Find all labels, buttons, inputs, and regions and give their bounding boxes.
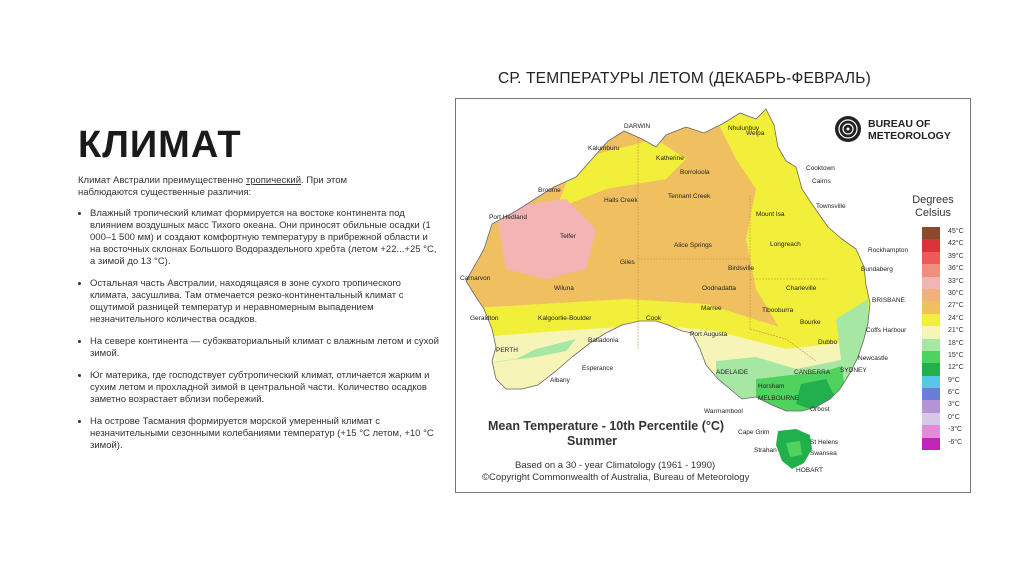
city-label: Birdsville bbox=[728, 265, 755, 272]
legend-swatch bbox=[922, 413, 940, 425]
legend-label: 24°C bbox=[948, 314, 964, 322]
city-label: Bourke bbox=[800, 319, 821, 326]
climate-points-list bbox=[74, 208, 440, 462]
legend-label: 33°C bbox=[948, 277, 964, 285]
city-label: Bundaberg bbox=[861, 266, 893, 273]
city-label: Cairns bbox=[812, 178, 831, 185]
city-label: Cook bbox=[646, 315, 662, 322]
city-label: DARWIN bbox=[624, 123, 651, 130]
city-label: Oodnadatta bbox=[702, 285, 736, 292]
city-label: Halls Creek bbox=[604, 197, 638, 204]
legend-swatch bbox=[922, 425, 940, 437]
city-label: Balladonia bbox=[588, 337, 619, 344]
city-label: Telfer bbox=[560, 233, 576, 240]
city-label: Coffs Harbour bbox=[866, 327, 907, 334]
city-label: St Helens bbox=[810, 439, 839, 446]
legend-label: 18°C bbox=[948, 339, 964, 347]
legend-swatch bbox=[922, 301, 940, 313]
legend-label: 30°C bbox=[948, 289, 964, 297]
city-label: Mount Isa bbox=[756, 211, 785, 218]
city-label: Charleville bbox=[786, 285, 817, 292]
city-label: Esperance bbox=[582, 365, 614, 372]
legend-swatch bbox=[922, 438, 940, 450]
city-label: Horsham bbox=[758, 383, 785, 390]
city-label: Albany bbox=[550, 377, 570, 384]
city-label: Wiluna bbox=[554, 285, 574, 292]
list-item: • Юг материка, где господствует субтропический климат, отличается жарким и сухим летом и прохладной зимой в центральной части. Количество осадков заметно возрастает вблизи побережий. bbox=[90, 370, 440, 406]
caption-line-2: Summer bbox=[567, 434, 618, 448]
city-label: Carnarvon bbox=[460, 275, 491, 282]
list-item: • На севере континента — субэкваториальный климат с влажным летом и сухой зимой. bbox=[90, 336, 440, 360]
city-label: SYDNEY bbox=[840, 367, 867, 374]
intro-text bbox=[78, 175, 408, 199]
city-label: PERTH bbox=[496, 347, 518, 354]
legend-title-line-1: Degrees bbox=[912, 194, 954, 206]
city-label: Cooktown bbox=[806, 165, 835, 172]
intro-part1: Климат Австралии преимущественно bbox=[78, 175, 246, 186]
city-label: Weipa bbox=[746, 130, 765, 137]
legend-swatch bbox=[922, 252, 940, 264]
legend-swatch bbox=[922, 351, 940, 363]
city-label: HOBART bbox=[796, 467, 823, 474]
city-label: Dubbo bbox=[818, 339, 838, 346]
legend-label: 0°C bbox=[948, 413, 960, 421]
legend-label: 3°C bbox=[948, 401, 960, 409]
legend-label: 45°C bbox=[948, 228, 964, 235]
city-label: Geraldton bbox=[470, 315, 499, 322]
city-label: Alice Springs bbox=[674, 242, 712, 249]
legend-swatch bbox=[922, 227, 940, 239]
city-label: Tibooburra bbox=[762, 307, 794, 314]
legend-swatch bbox=[922, 314, 940, 326]
legend-swatch bbox=[922, 289, 940, 301]
city-label: Strahan bbox=[754, 447, 777, 454]
legend-swatch bbox=[922, 326, 940, 338]
list-item: • На острове Тасмания формируется морской умеренный климат с незначительными сезонными колебаниями температур (+15 °C летом, +10 °C зимой). bbox=[90, 416, 440, 452]
legend-label: 42°C bbox=[948, 240, 964, 248]
legend-label: 9°C bbox=[948, 376, 960, 384]
legend-title bbox=[903, 194, 963, 220]
city-label: BRISBANE bbox=[872, 297, 905, 304]
legend-swatch bbox=[922, 277, 940, 289]
caption-line-1: Mean Temperature - 10th Percentile (°C) bbox=[488, 419, 725, 433]
city-label: Tennant Creek bbox=[668, 193, 711, 200]
legend-swatch bbox=[922, 376, 940, 388]
source-line-2: ©Copyright Commonwealth of Australia, Bureau of Meteorology bbox=[482, 472, 750, 483]
legend-label: -6°C bbox=[948, 438, 963, 446]
city-label: Longreach bbox=[770, 241, 801, 248]
map-source bbox=[482, 460, 749, 484]
legend-label: 39°C bbox=[948, 252, 964, 260]
city-label: Orbost bbox=[810, 406, 830, 413]
city-label: Borroloola bbox=[680, 169, 710, 176]
list-item: • Влажный тропический климат формируется на востоке континента под влиянием воздушных масс Тихого океана. Они приносят обильные осадки (1 000–1 500 мм) и создают комфортную температуру в прибрежной области и на восточных склонах Большого Водораздельного хребта (летом +22...+25 °C, а зимой до 13 °C). bbox=[90, 208, 440, 268]
map-heading: СР. ТЕМПЕРАТУРЫ ЛЕТОМ (ДЕКАБРЬ-ФЕВРАЛЬ) bbox=[498, 70, 872, 87]
legend-label: 36°C bbox=[948, 265, 964, 273]
city-label: MELBOURNE bbox=[758, 395, 800, 402]
legend-swatch bbox=[922, 363, 940, 375]
city-label: Broome bbox=[538, 187, 561, 194]
legend-swatch bbox=[922, 400, 940, 412]
legend-label: 27°C bbox=[948, 302, 964, 310]
legend-label: 21°C bbox=[948, 327, 964, 335]
legend-swatch bbox=[922, 264, 940, 276]
legend-swatch bbox=[922, 388, 940, 400]
intro-link[interactable]: тропический bbox=[245, 175, 301, 186]
legend-label: 6°C bbox=[948, 389, 960, 397]
city-label: Warrnambool bbox=[704, 408, 743, 415]
legend-label: 12°C bbox=[948, 364, 964, 372]
city-label: Katherine bbox=[656, 155, 684, 162]
city-label: Newcastle bbox=[858, 355, 888, 362]
legend-label: -3°C bbox=[948, 426, 963, 434]
map-caption bbox=[488, 419, 724, 449]
city-label: Giles bbox=[620, 259, 635, 266]
temperature-map bbox=[455, 98, 971, 493]
city-label: ADELAIDE bbox=[716, 369, 749, 376]
city-label: Port Hedland bbox=[489, 214, 527, 221]
legend-title-line-2: Celsius bbox=[914, 207, 952, 219]
slide-title: КЛИМАТ bbox=[78, 124, 242, 166]
legend-swatch bbox=[922, 239, 940, 251]
city-label: Kalumburu bbox=[588, 145, 620, 152]
legend-label: 15°C bbox=[948, 351, 964, 359]
intro-part2: . При этом наблюдаются существенные различия: bbox=[78, 175, 348, 198]
city-label: Port Augusta bbox=[690, 331, 728, 338]
city-label: Swansea bbox=[810, 450, 837, 457]
bureau-logo-icon bbox=[834, 115, 862, 143]
city-label: Nhulunbuy bbox=[728, 125, 760, 132]
source-line-1: Based on a 30 - year Climatology (1961 - 1990) bbox=[515, 460, 716, 471]
legend-swatch bbox=[922, 339, 940, 351]
logo-line-2: METEOROLOGY bbox=[868, 130, 951, 142]
city-label: Townsville bbox=[816, 203, 846, 210]
list-item: • Остальная часть Австралии, находящаяся в зоне сухого тропического климата, засушлива. Там отмечается резко-континентальный климат с ощутимой разницей температур и неравномерным выпадением незначительного количества осадков. bbox=[90, 278, 440, 326]
city-label: CANBERRA bbox=[794, 369, 831, 376]
city-label: Marree bbox=[701, 305, 722, 312]
city-label: Rockhampton bbox=[868, 247, 909, 254]
city-label: Kalgoorlie-Boulder bbox=[538, 315, 592, 322]
city-label: Cape Grim bbox=[738, 429, 770, 436]
logo-line-1: BUREAU OF bbox=[868, 118, 931, 130]
